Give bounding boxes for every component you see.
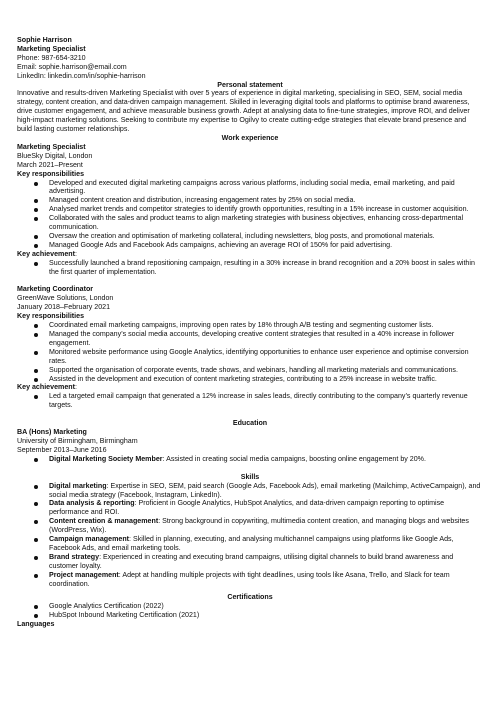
personal-statement-heading: Personal statement — [217, 80, 283, 89]
degree: BA (Hons) Marketing — [17, 428, 87, 437]
item-label: Digital marketing — [49, 481, 107, 490]
list-item: Google Analytics Certification (2022) — [17, 602, 483, 611]
list-item: Managed Google Ads and Facebook Ads campaigns, achieving an average ROI of 150% for paid advertising. — [17, 241, 483, 250]
education-dates: September 2013–June 2016 — [17, 445, 107, 454]
certifications-heading: Certifications — [227, 593, 273, 602]
achievement-list — [17, 259, 483, 277]
item-text: : Expertise in SEO, SEM, paid search (Google Ads, Facebook Ads), email marketing (Mailchimp, ActiveCampaign), and social media strategy (Facebook, Instagram, LinkedIn). — [49, 481, 481, 499]
job-dates: January 2018–February 2021 — [17, 303, 111, 312]
item-label: Campaign management — [49, 535, 130, 544]
list-item — [17, 499, 483, 517]
list-item: Managed the company’s social media accounts, developing creative content strategies that resulted in a 40% increase in follower engagement. — [17, 330, 483, 348]
item-label: Content creation & management — [49, 517, 159, 526]
item-label: Brand strategy — [49, 552, 100, 561]
responsibilities-label: Key responsibilities — [17, 312, 85, 321]
spacer — [17, 410, 483, 419]
achievement-label: Key achievement — [17, 249, 75, 258]
certifications-list — [17, 602, 483, 620]
achievement-label-line: Key achievement: — [17, 249, 77, 258]
item-text: : Experienced in creating and executing brand campaigns, utilising digital channels to build brand awareness and customer loyalty. — [49, 552, 454, 570]
item-text: : Adept at handling multiple projects with tight deadlines, using tools like Asana, Trello, and Slack for team coordination. — [49, 570, 450, 588]
list-item: Collaborated with the sales and product teams to align marketing strategies with business objectives, enhancing cross-departmental communication. — [17, 214, 483, 232]
item-text: : Skilled in planning, executing, and analysing multichannel campaigns using platforms like Google Ads, Facebook Ads, and email marketing tools. — [49, 535, 454, 552]
list-item: Monitored website performance using Google Analytics, identifying opportunities to enhance user experience and optimise conversion rates. — [17, 348, 483, 366]
personal-statement-text: Innovative and results-driven Marketing Specialist with over 5 years of experience in digital marketing, specialising in SEO, SEM, social media strategy, content creation, and data-driven campaign management. Skilled in leveraging digital tools and platforms to optimise brand awareness, drive customer engagement, and achieve measurable business growth. Adept at analysing data to fine-tune strategies, improve ROI, and deliver high-impact marketing solutions. Seeking to contribute my expertise to Ogilvy to create cutting-edge strategies that elevate brand presence and build lasting customer relationships. — [17, 89, 470, 134]
job-entry — [17, 143, 483, 277]
responsibilities-list — [17, 321, 483, 383]
phone: Phone: 987-654-3210 — [17, 53, 86, 62]
item-text: : Proficient in Google Analytics, HubSpot Analytics, and data-driven campaign reporting to optimise performance and ROI. — [49, 499, 445, 517]
achievement-label-line: Key achievement: — [17, 383, 77, 392]
list-item — [17, 482, 483, 500]
list-item: Led a targeted email campaign that generated a 12% increase in sales leads, directly contributing to the company’s quarterly revenue targets. — [17, 392, 483, 410]
candidate-name: Sophie Harrison — [17, 36, 72, 44]
list-item: Supported the organisation of corporate events, trade shows, and webinars, handling all marketing materials and communications. — [17, 366, 483, 375]
header — [17, 36, 483, 81]
list-item: Analysed market trends and competitor strategies to identify growth opportunities, resulting in a 15% increase in customer acquisition. — [17, 205, 483, 214]
responsibilities-label: Key responsibilities — [17, 169, 85, 178]
work-experience-heading: Work experience — [221, 133, 279, 142]
item-label: Project management — [49, 570, 119, 579]
job-title: Marketing Specialist — [17, 142, 86, 151]
skills-list — [17, 482, 483, 589]
job-title: Marketing Coordinator — [17, 285, 94, 294]
job-entry — [17, 285, 483, 410]
email: Email: sophie.harrison@email.com — [17, 62, 127, 71]
spacer — [17, 464, 483, 473]
list-item — [17, 455, 483, 464]
list-item — [17, 553, 483, 571]
achievement-list — [17, 392, 483, 410]
list-item — [17, 517, 483, 535]
job-dates: March 2021–Present — [17, 160, 83, 169]
responsibilities-list — [17, 179, 483, 250]
education-heading: Education — [232, 419, 268, 428]
list-item: Successfully launched a brand repositioning campaign, resulting in a 30% increase in brand recognition and a 20% boost in sales within the first quarter of implementation. — [17, 259, 483, 277]
list-item: HubSpot Inbound Marketing Certification (2021) — [17, 611, 483, 620]
item-text: : Assisted in creating social media campaigns, boosting online engagement by 20%. — [162, 454, 426, 463]
candidate-title: Marketing Specialist — [17, 44, 86, 53]
job-company: GreenWave Solutions, London — [17, 294, 114, 303]
languages-heading: Languages — [17, 620, 55, 629]
skills-heading: Skills — [240, 472, 260, 481]
job-company: BlueSky Digital, London — [17, 151, 93, 160]
school: University of Birmingham, Birmingham — [17, 436, 138, 445]
item-label: Digital Marketing Society Member — [49, 454, 163, 463]
list-item: Oversaw the creation and optimisation of marketing collateral, including newsletters, blog posts, and promotional materials. — [17, 232, 483, 241]
linkedin: LinkedIn: linkedin.com/in/sophie-harrison — [17, 71, 146, 80]
list-item: Assisted in the development and execution of content marketing strategies, contributing to a 25% increase in website traffic. — [17, 375, 483, 384]
list-item: Developed and executed digital marketing campaigns across various platforms, including social media, email marketing, and paid advertising. — [17, 179, 483, 197]
item-text: : Strong background in copywriting, multimedia content creation, and managing blogs and websites (WordPress, Wix). — [49, 517, 469, 535]
item-label: Data analysis & reporting — [49, 499, 135, 508]
education-list — [17, 455, 483, 464]
list-item — [17, 535, 483, 553]
spacer — [17, 276, 483, 285]
achievement-label: Key achievement — [17, 383, 75, 392]
list-item: Managed content creation and distribution, increasing engagement rates by 25% on social media. — [17, 196, 483, 205]
list-item — [17, 571, 483, 589]
list-item: Coordinated email marketing campaigns, improving open rates by 18% through A/B testing and segmenting customer lists. — [17, 321, 483, 330]
